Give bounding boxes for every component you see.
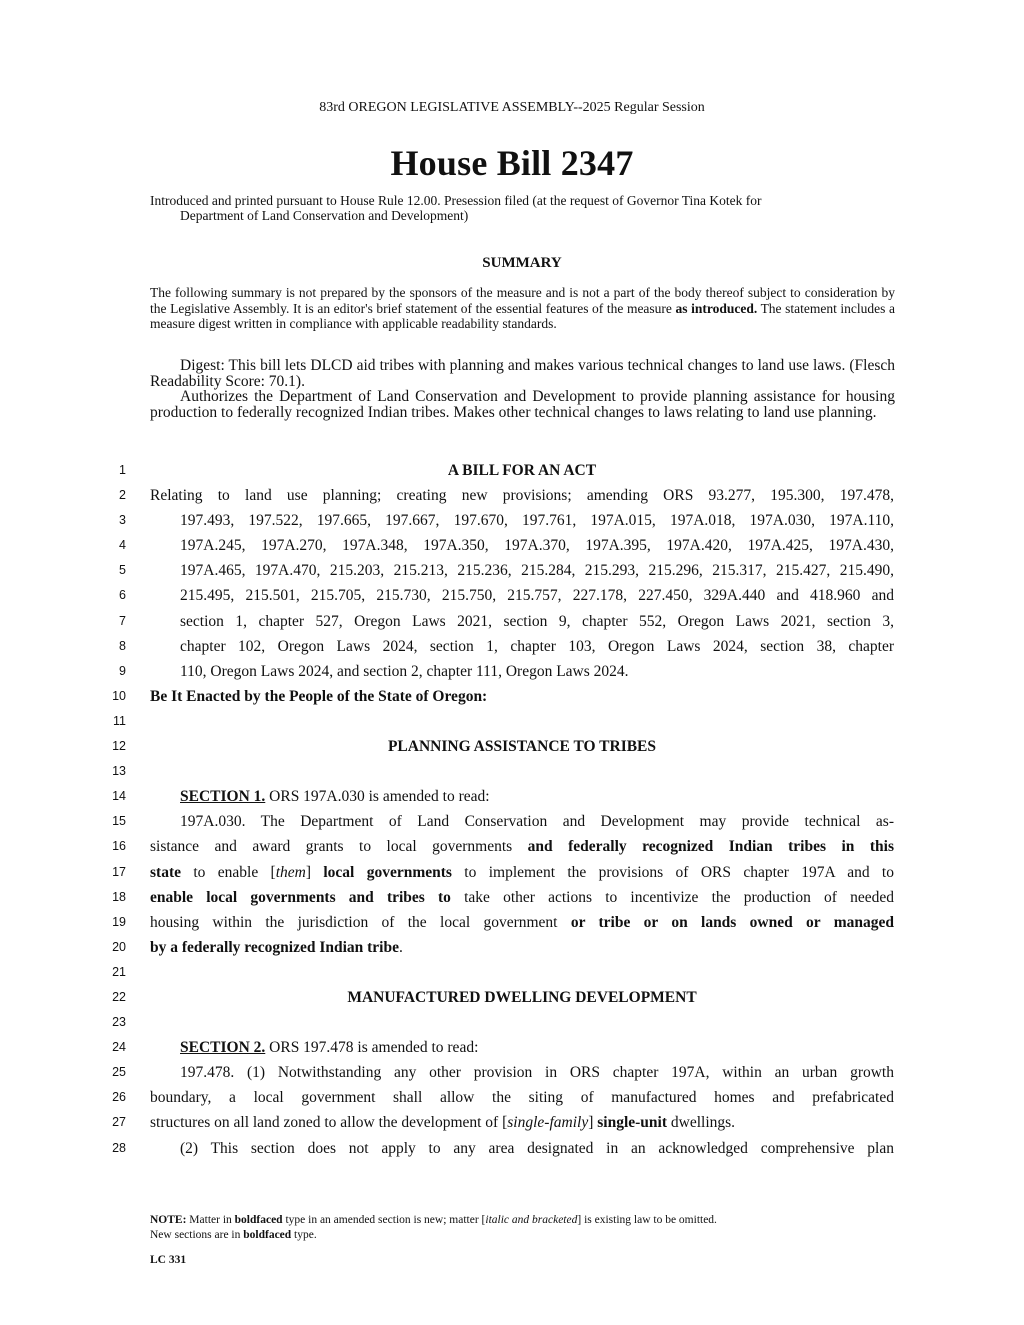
line-8 (0, 634, 1024, 659)
line-24 (0, 1035, 1024, 1060)
summary-part-2: The statement includes a measure digest written in compliance with applicable readability standards. (150, 300, 895, 331)
line-7 (0, 609, 1024, 634)
line-4 (0, 533, 1024, 558)
line-20 (0, 935, 1024, 960)
text-run: ] (305, 863, 324, 881)
text-run-new: local governments (323, 863, 452, 881)
text-run-deleted: them (275, 863, 306, 881)
summary-text (150, 285, 895, 332)
note-run: type in an amended section is new; matter [ (282, 1214, 486, 1226)
line-number: 11 (113, 713, 126, 728)
line-number: 23 (112, 1015, 126, 1030)
line-22 (0, 985, 1024, 1010)
section-2-rest: ORS 197.478 is amended to read: (265, 1039, 479, 1057)
line-2 (0, 483, 1024, 508)
line-16 (0, 834, 1024, 859)
line-number: 21 (112, 964, 126, 979)
note-run: type. (291, 1229, 317, 1241)
line-text: 215.495, 215.501, 215.705, 215.730, 215.750, 215.757, 227.178, 227.450, 329A.440 and 418.960 and (180, 587, 894, 605)
note-run: Matter in (186, 1214, 235, 1226)
note-run: ] is existing law to be omitted. (577, 1214, 717, 1226)
footer-note (150, 1213, 900, 1243)
text-run: sistance and award grants to local governments (150, 838, 528, 856)
line-text (150, 1110, 894, 1135)
intro-line-1: Introduced and printed pursuant to House Rule 12.00. Presession filed (at the request of Governor Tina Kotek for (150, 193, 762, 208)
line-text (180, 784, 894, 809)
line-1 (0, 458, 1024, 483)
note-line-2 (150, 1228, 900, 1243)
line-text: 197A.465, 197A.470, 215.203, 215.213, 215.236, 215.284, 215.293, 215.296, 215.317, 215.427, 215.490, (180, 562, 894, 580)
summary-bold: as introduced. (675, 300, 758, 316)
text-run: . (399, 938, 403, 956)
line-13 (0, 759, 1024, 784)
line-number: 5 (119, 563, 126, 578)
line-number: 24 (112, 1040, 126, 1055)
line-25 (0, 1060, 1024, 1085)
session-header: 83rd OREGON LEGISLATIVE ASSEMBLY--2025 Regular Session (319, 100, 705, 115)
line-number: 6 (119, 588, 126, 603)
line-number: 12 (112, 739, 126, 754)
line-text (150, 860, 894, 885)
line-text: boundary, a local government shall allow the siting of manufactured homes and prefabricated (150, 1089, 894, 1107)
line-12 (0, 734, 1024, 759)
line-number: 1 (119, 463, 126, 477)
text-run: structures on all land zoned to allow the development of [ (150, 1114, 508, 1132)
text-run: ] (588, 1114, 598, 1132)
line-21 (0, 960, 1024, 985)
section-2-label: SECTION 2. (180, 1039, 266, 1057)
line-number: 14 (112, 789, 126, 804)
line-10 (0, 684, 1024, 709)
text-run-new: or tribe or on lands owned or managed (570, 913, 894, 931)
line-9 (0, 659, 1024, 684)
line-26 (0, 1085, 1024, 1110)
note-run: New sections are in (150, 1229, 244, 1241)
line-17 (0, 860, 1024, 885)
line-text: 197A.030. The Department of Land Conservation and Development may provide technical as- (180, 813, 894, 831)
line-6 (0, 583, 1024, 608)
text-run: housing within the jurisdiction of the local government (150, 913, 571, 931)
note-label: NOTE: (150, 1214, 187, 1226)
text-run: to enable [ (181, 863, 276, 881)
line-3 (0, 508, 1024, 533)
line-text (150, 885, 894, 910)
text-run: to implement the provisions of ORS chapter 197A and to (451, 863, 894, 881)
line-23 (0, 1010, 1024, 1035)
line-text: Relating to land use planning; creating new provisions; amending ORS 93.277, 195.300, 197.478, (150, 487, 894, 505)
section-heading-planning: PLANNING ASSISTANCE TO TRIBES (387, 738, 657, 756)
text-run: take other actions to incentivize the production of needed (450, 888, 894, 906)
line-text: section 1, chapter 527, Oregon Laws 2021, section 9, chapter 552, Oregon Laws 2021, section 3, (180, 612, 894, 630)
text-run-deleted: single-family (507, 1114, 589, 1132)
text-run-new: single-unit (597, 1114, 668, 1132)
line-number: 25 (112, 1065, 126, 1080)
line-number: 4 (119, 538, 126, 553)
introduction-note (150, 193, 895, 223)
line-14 (0, 784, 1024, 809)
bill-body (0, 458, 1024, 1161)
line-number: 8 (119, 638, 126, 653)
line-number: 26 (112, 1090, 126, 1105)
line-number: 10 (112, 688, 126, 703)
lc-number: LC 331 (150, 1254, 187, 1266)
line-number: 17 (112, 864, 126, 879)
act-heading: A BILL FOR AN ACT (447, 462, 597, 479)
line-19 (0, 910, 1024, 935)
line-15 (0, 809, 1024, 834)
line-number: 19 (112, 914, 126, 929)
line-number: 7 (119, 613, 126, 628)
text-run-new: enable local governments and tribes to (150, 888, 451, 906)
line-5 (0, 558, 1024, 583)
section-1-rest: ORS 197A.030 is amended to read: (265, 788, 490, 806)
line-text (150, 834, 894, 859)
line-number: 27 (112, 1115, 126, 1130)
note-line-1 (150, 1213, 900, 1228)
text-run-new: state (150, 863, 181, 881)
line-text: 197A.245, 197A.270, 197A.348, 197A.350, 197A.370, 197A.395, 197A.420, 197A.425, 197A.430, (180, 537, 894, 555)
note-run-bold: boldfaced (234, 1214, 283, 1226)
line-number: 9 (119, 663, 126, 678)
line-text: 197.478. (1) Notwithstanding any other provision in ORS chapter 197A, within an urban growth (180, 1064, 894, 1082)
line-number: 15 (112, 814, 126, 829)
line-11 (0, 709, 1024, 734)
line-number: 13 (112, 764, 126, 779)
line-number: 22 (112, 989, 126, 1004)
bill-title: House Bill 2347 (390, 143, 634, 183)
line-number: 2 (119, 488, 126, 503)
line-text: (2) This section does not apply to any area designated in an acknowledged comprehensive plan (180, 1139, 894, 1157)
line-number: 16 (112, 839, 126, 854)
line-text (180, 1035, 894, 1060)
line-text (150, 910, 894, 935)
line-number: 3 (119, 513, 126, 528)
digest-block (150, 358, 895, 420)
summary-part-1: The following summary is not prepared by the sponsors of the measure and is not a part of the body thereof subject to consideration by the Legislative Assembly. It is an editor's brief statement of the essential features of the measure (150, 285, 895, 316)
line-number: 18 (112, 889, 126, 904)
line-text (150, 935, 894, 960)
section-heading-manufactured: MANUFACTURED DWELLING DEVELOPMENT (347, 988, 697, 1006)
line-number: 28 (112, 1140, 126, 1155)
text-run-new: and federally recognized Indian tribes in this (527, 838, 894, 856)
text-run-new: by a federally recognized Indian tribe (150, 938, 399, 956)
line-number: 20 (112, 939, 126, 954)
intro-line-2: Department of Land Conservation and Development) (180, 208, 469, 223)
line-18 (0, 885, 1024, 910)
digest-text: Digest: This bill lets DLCD aid tribes with planning and makes various technical changes to land use laws. (Flesch Readability Score: 70.1). (150, 357, 895, 390)
note-run-italic: italic and bracketed (485, 1214, 578, 1226)
note-run-bold: boldfaced (243, 1229, 292, 1241)
line-text: 110, Oregon Laws 2024, and section 2, chapter 111, Oregon Laws 2024. (180, 662, 629, 680)
summary-heading: SUMMARY (482, 255, 562, 271)
text-run: dwellings. (667, 1114, 736, 1132)
enacting-clause: Be It Enacted by the People of the State of Oregon: (150, 687, 488, 705)
section-1-label: SECTION 1. (180, 788, 266, 806)
line-27 (0, 1110, 1024, 1135)
line-text: chapter 102, Oregon Laws 2024, section 1, chapter 103, Oregon Laws 2024, section 38, chapter (180, 637, 894, 655)
line-text: 197.493, 197.522, 197.665, 197.667, 197.670, 197.761, 197A.015, 197A.018, 197A.030, 197A.110, (180, 512, 894, 530)
authorizes-text: Authorizes the Department of Land Conservation and Development to provide planning assistance for housing production to federally recognized Indian tribes. Makes other technical changes to laws relating to land use planning. (150, 388, 895, 421)
line-28 (0, 1136, 1024, 1161)
